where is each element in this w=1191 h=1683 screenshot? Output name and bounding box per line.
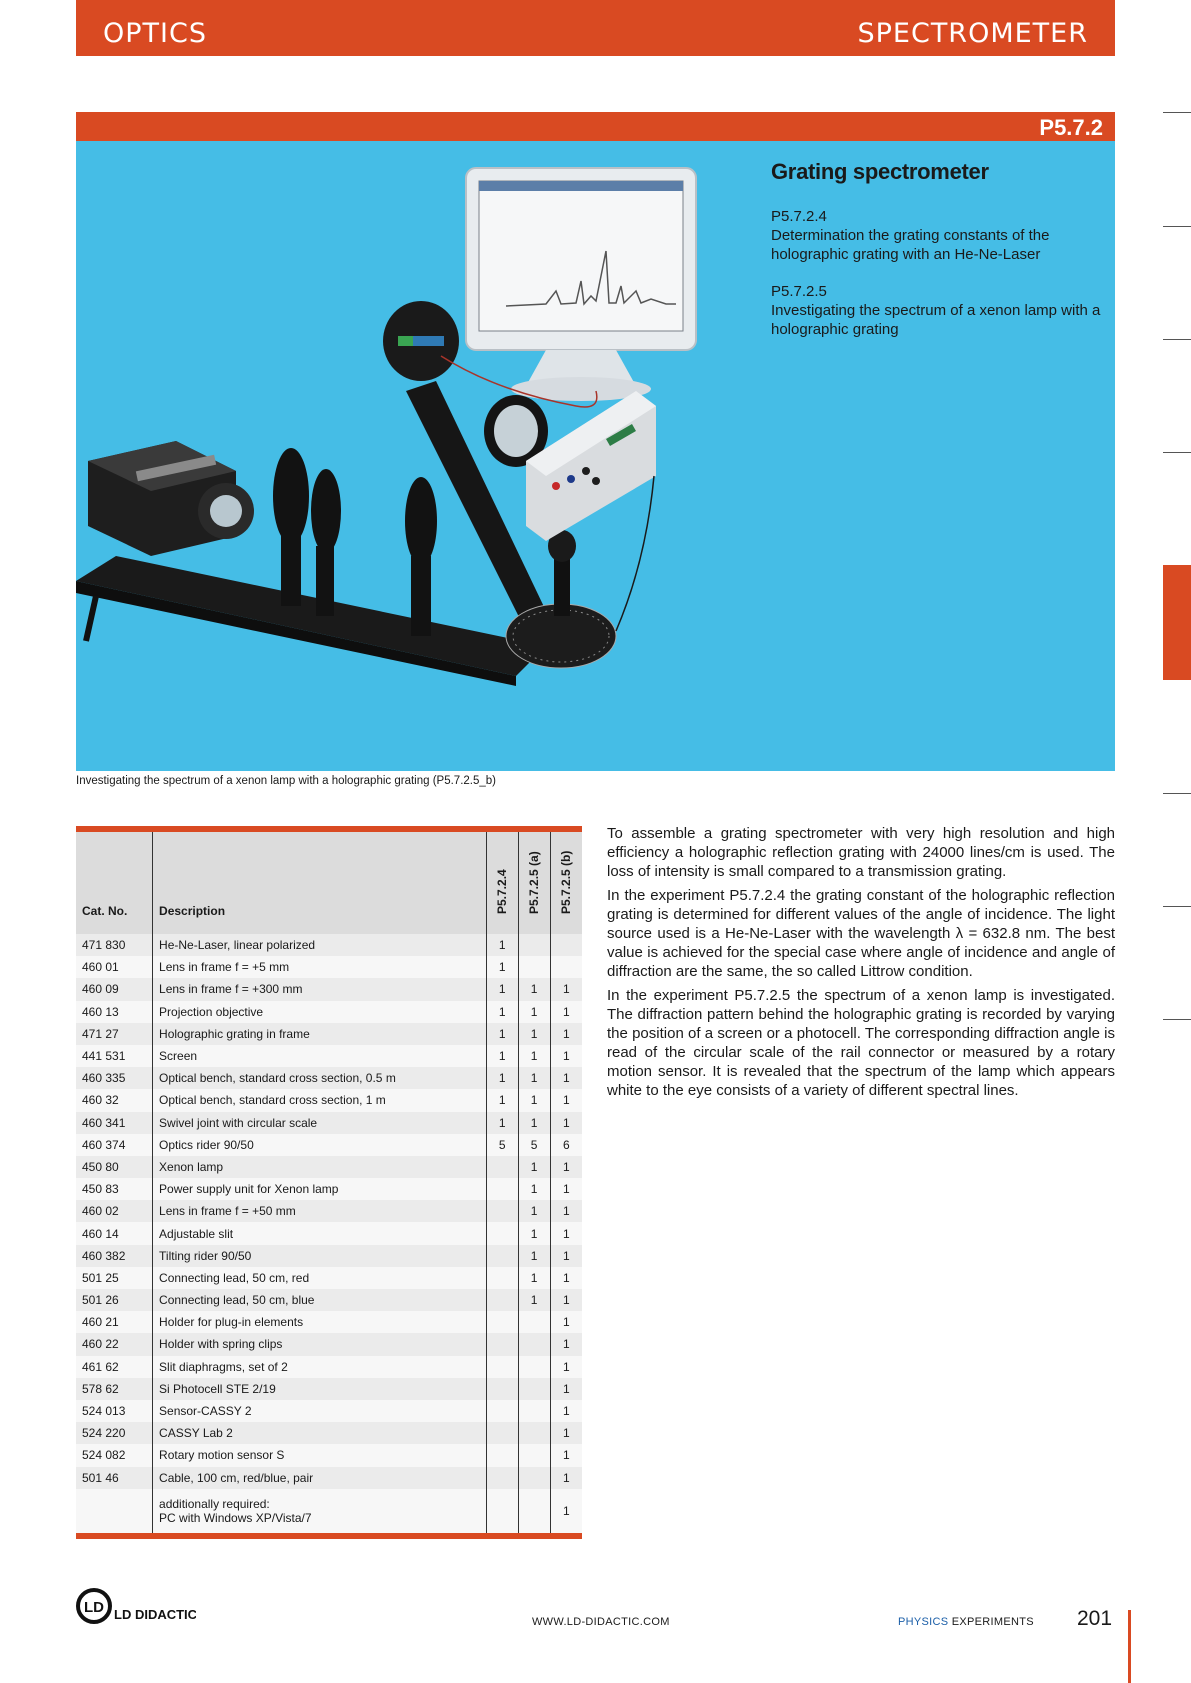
qty-p5725b: 1 [550, 1112, 582, 1134]
qty-p5724: 1 [486, 1067, 518, 1089]
additional-line-1: additionally required: [159, 1496, 270, 1511]
qty-p5724 [486, 1289, 518, 1311]
description: Lens in frame f = +300 mm [153, 978, 487, 1000]
side-tab-marker [1163, 793, 1191, 794]
side-tab-marker [1163, 906, 1191, 907]
figure-caption: Investigating the spectrum of a xenon lamp with a holographic grating (P5.7.2.5_b) [76, 775, 496, 787]
qty-p5724 [486, 1156, 518, 1178]
qty-p5725a [518, 1489, 550, 1533]
qty-p5724: 1 [486, 1089, 518, 1111]
qty-p5725a: 1 [518, 1089, 550, 1111]
qty-p5725a [518, 1444, 550, 1466]
qty-p5725a [518, 1333, 550, 1355]
header-p5725b [550, 832, 582, 934]
equipment-table-wrapper [76, 826, 582, 1539]
header-description: Description [153, 832, 487, 934]
side-tab-marker [1163, 112, 1191, 113]
table-row-additional [76, 1489, 582, 1533]
qty-p5725a [518, 1378, 550, 1400]
cat-no: 441 531 [76, 1045, 153, 1067]
table-row [76, 1200, 582, 1222]
body-paragraph: In the experiment P5.7.2.4 the grating constant of the holographic reflection grating is determined for different values of the angle of incidence. The light source used is a He-Ne-Laser with the wavelength λ = 632.8 nm. The best value is achieved for the special case where angle of incidence and angle of diffraction are the same, the so called Littrow condition. [607, 887, 1115, 980]
hero-text [771, 159, 1101, 357]
qty-p5725b: 1 [550, 1289, 582, 1311]
cat-no: 578 62 [76, 1378, 153, 1400]
description: Holder with spring clips [153, 1333, 487, 1355]
additional-line-2: PC with Windows XP/Vista/7 [159, 1510, 312, 1525]
hero-panel [76, 141, 1115, 771]
description: Adjustable slit [153, 1222, 487, 1244]
cat-no: 524 013 [76, 1400, 153, 1422]
qty-p5725a: 1 [518, 1156, 550, 1178]
table-row [76, 978, 582, 1000]
body-paragraph: In the experiment P5.7.2.5 the spectrum of a xenon lamp is investigated. The diffraction pattern behind the holographic grating is recorded by varying the position of a screen or a photocell. The corresponding diffraction angle is read of the circular scale of the rail connector or measured by a rotary motion sensor. It is revealed that the spectrum of the lamp which appears white to the eye consists of a variety of different spectral lines. [607, 987, 1115, 1099]
qty-p5725b [550, 956, 582, 978]
table-row [76, 934, 582, 956]
qty-p5725b [550, 934, 582, 956]
qty-p5725b: 1 [550, 1467, 582, 1489]
qty-p5724: 1 [486, 1112, 518, 1134]
qty-p5725a: 1 [518, 1222, 550, 1244]
table-row [76, 1311, 582, 1333]
qty-p5725a: 1 [518, 1245, 550, 1267]
experiment-code-bar [76, 112, 1115, 141]
experiment-code: P5.7.2.4 [771, 208, 827, 225]
footer-section-accent: PHYSICS [898, 1616, 949, 1628]
cat-no: 501 46 [76, 1467, 153, 1489]
qty-p5724 [486, 1444, 518, 1466]
description [153, 1489, 487, 1533]
table-row [76, 1089, 582, 1111]
description: Connecting lead, 50 cm, red [153, 1267, 487, 1289]
cat-no: 460 01 [76, 956, 153, 978]
qty-p5725b: 1 [550, 1200, 582, 1222]
description: Screen [153, 1045, 487, 1067]
table-row [76, 1112, 582, 1134]
qty-p5725b: 6 [550, 1134, 582, 1156]
qty-p5724 [486, 1311, 518, 1333]
cat-no: 460 21 [76, 1311, 153, 1333]
qty-p5725a: 1 [518, 1289, 550, 1311]
header-p5725b-label: P5.7.2.5 (b) [559, 850, 574, 914]
table-row [76, 1378, 582, 1400]
description: CASSY Lab 2 [153, 1422, 487, 1444]
cat-no: 460 341 [76, 1112, 153, 1134]
table-row [76, 1067, 582, 1089]
description: Cable, 100 cm, red/blue, pair [153, 1467, 487, 1489]
optical-bench-illustration [76, 556, 546, 686]
cat-no: 460 13 [76, 1001, 153, 1023]
qty-p5725a [518, 956, 550, 978]
side-tab-marker [1163, 452, 1191, 453]
description: Xenon lamp [153, 1156, 487, 1178]
table-row [76, 1222, 582, 1244]
qty-p5724 [486, 1356, 518, 1378]
table-header-row [76, 832, 582, 934]
side-tab-marker [1163, 339, 1191, 340]
table-row [76, 1422, 582, 1444]
description: Sensor-CASSY 2 [153, 1400, 487, 1422]
cat-no: 460 09 [76, 978, 153, 1000]
topic-title: SPECTROMETER [857, 18, 1088, 49]
header-p5725a-label: P5.7.2.5 (a) [527, 851, 542, 914]
table-row [76, 1156, 582, 1178]
footer-section [898, 1616, 1034, 1628]
description: Optics rider 90/50 [153, 1134, 487, 1156]
qty-p5725b: 1 [550, 1001, 582, 1023]
qty-p5725b: 1 [550, 1245, 582, 1267]
table-row [76, 1178, 582, 1200]
qty-p5725a: 1 [518, 1267, 550, 1289]
qty-p5725b: 1 [550, 1267, 582, 1289]
qty-p5725b: 1 [550, 1178, 582, 1200]
description: Power supply unit for Xenon lamp [153, 1178, 487, 1200]
hero-title: Grating spectrometer [771, 159, 989, 184]
qty-p5724 [486, 1378, 518, 1400]
cat-no: 450 83 [76, 1178, 153, 1200]
qty-p5725a: 1 [518, 1001, 550, 1023]
experiment-item [771, 207, 1101, 264]
side-tab-marker [1163, 226, 1191, 227]
qty-p5725b: 1 [550, 1089, 582, 1111]
description: Connecting lead, 50 cm, blue [153, 1289, 487, 1311]
qty-p5724 [486, 1400, 518, 1422]
description: Holder for plug-in elements [153, 1311, 487, 1333]
qty-p5725b: 1 [550, 1422, 582, 1444]
qty-p5724 [486, 1489, 518, 1533]
description: Swivel joint with circular scale [153, 1112, 487, 1134]
description: Si Photocell STE 2/19 [153, 1378, 487, 1400]
table-row [76, 1356, 582, 1378]
laser-illustration [88, 441, 254, 556]
qty-p5725a [518, 1422, 550, 1444]
qty-p5725a: 5 [518, 1134, 550, 1156]
qty-p5725a: 1 [518, 1023, 550, 1045]
qty-p5724 [486, 1245, 518, 1267]
qty-p5724 [486, 1267, 518, 1289]
cat-no: 460 22 [76, 1333, 153, 1355]
cat-no: 524 220 [76, 1422, 153, 1444]
cat-no: 501 26 [76, 1289, 153, 1311]
footer-section-rest: EXPERIMENTS [948, 1616, 1034, 1628]
page-number: 201 [1077, 1607, 1113, 1630]
description: Tilting rider 90/50 [153, 1245, 487, 1267]
table-row [76, 1245, 582, 1267]
table-bottom-rule [76, 1533, 582, 1539]
svg-text:LD: LD [84, 1599, 104, 1616]
header-bar [76, 0, 1115, 56]
table-row [76, 1467, 582, 1489]
table-row [76, 1045, 582, 1067]
qty-p5725b: 1 [550, 1400, 582, 1422]
qty-p5724 [486, 1422, 518, 1444]
cat-no: 460 382 [76, 1245, 153, 1267]
header-p5725a [518, 832, 550, 934]
side-tab-marker [1163, 1019, 1191, 1020]
qty-p5725a [518, 1311, 550, 1333]
logo-mark-icon [76, 1586, 196, 1626]
qty-p5724: 1 [486, 934, 518, 956]
section-title: OPTICS [103, 18, 207, 49]
qty-p5725b: 1 [550, 1023, 582, 1045]
page-rule [1128, 1610, 1131, 1683]
description: Optical bench, standard cross section, 0.5 m [153, 1067, 487, 1089]
header-p5724-label: P5.7.2.4 [495, 869, 510, 914]
experiment-item [771, 282, 1101, 339]
qty-p5725a: 1 [518, 1045, 550, 1067]
side-tab-active [1163, 565, 1191, 680]
cat-no: 524 082 [76, 1444, 153, 1466]
description: He-Ne-Laser, linear polarized [153, 934, 487, 956]
qty-p5725b: 1 [550, 1311, 582, 1333]
description: Projection objective [153, 1001, 487, 1023]
experiment-code: P5.7.2 [1039, 115, 1103, 140]
body-text [607, 824, 1115, 1105]
qty-p5724: 1 [486, 956, 518, 978]
table-row [76, 1444, 582, 1466]
cat-no: 460 335 [76, 1067, 153, 1089]
qty-p5725a [518, 1356, 550, 1378]
qty-p5724 [486, 1333, 518, 1355]
cat-no: 461 62 [76, 1356, 153, 1378]
cat-no: 460 02 [76, 1200, 153, 1222]
qty-p5725b: 1 [550, 1156, 582, 1178]
description: Slit diaphragms, set of 2 [153, 1356, 487, 1378]
qty-p5725b: 1 [550, 978, 582, 1000]
qty-p5724: 1 [486, 1045, 518, 1067]
experiment-code: P5.7.2.5 [771, 283, 827, 300]
qty-p5724: 5 [486, 1134, 518, 1156]
qty-p5725a [518, 1400, 550, 1422]
qty-p5724 [486, 1222, 518, 1244]
qty-p5725a: 1 [518, 1067, 550, 1089]
table-row [76, 1400, 582, 1422]
description: Rotary motion sensor S [153, 1444, 487, 1466]
equipment-table [76, 832, 582, 1533]
qty-p5725b: 1 [550, 1222, 582, 1244]
logo-text: LD DIDACTIC [114, 1607, 196, 1622]
qty-p5725b: 1 [550, 1444, 582, 1466]
ld-didactic-logo [76, 1586, 196, 1631]
qty-p5725b: 1 [550, 1067, 582, 1089]
qty-p5724 [486, 1200, 518, 1222]
qty-p5725b: 1 [550, 1378, 582, 1400]
qty-p5725a [518, 934, 550, 956]
header-p5724 [486, 832, 518, 934]
table-row [76, 1023, 582, 1045]
cat-no: 460 32 [76, 1089, 153, 1111]
table-row [76, 1333, 582, 1355]
body-paragraph: To assemble a grating spectrometer with very high resolution and high efficiency a holographic reflection grating with 24000 lines/cm is used. The loss of intensity is small compared to a transmission grating. [607, 825, 1115, 880]
qty-p5724 [486, 1178, 518, 1200]
qty-p5725b: 1 [550, 1356, 582, 1378]
qty-p5725a: 1 [518, 1178, 550, 1200]
sensor-cassy-illustration [526, 391, 656, 541]
table-row [76, 1134, 582, 1156]
cat-no: 471 830 [76, 934, 153, 956]
table-row [76, 1267, 582, 1289]
qty-p5725b: 1 [550, 1045, 582, 1067]
cat-no: 501 25 [76, 1267, 153, 1289]
qty-p5725a: 1 [518, 978, 550, 1000]
qty-p5725b: 1 [550, 1489, 582, 1533]
qty-p5725b: 1 [550, 1333, 582, 1355]
qty-p5724 [486, 1467, 518, 1489]
qty-p5725a: 1 [518, 1112, 550, 1134]
description: Holographic grating in frame [153, 1023, 487, 1045]
experiment-description: Determination the grating constants of the holographic grating with an He-Ne-Laser [771, 227, 1050, 263]
description: Lens in frame f = +50 mm [153, 1200, 487, 1222]
monitor-illustration [466, 168, 696, 401]
cat-no: 460 14 [76, 1222, 153, 1244]
header-cat-no: Cat. No. [76, 832, 153, 934]
experiment-description: Investigating the spectrum of a xenon lamp with a holographic grating [771, 302, 1101, 338]
qty-p5724: 1 [486, 1001, 518, 1023]
footer-url: WWW.LD-DIDACTIC.COM [532, 1616, 670, 1628]
table-row [76, 1289, 582, 1311]
table-row [76, 956, 582, 978]
cat-no: 460 374 [76, 1134, 153, 1156]
description: Lens in frame f = +5 mm [153, 956, 487, 978]
qty-p5724: 1 [486, 1023, 518, 1045]
cat-no: 471 27 [76, 1023, 153, 1045]
table-row [76, 1001, 582, 1023]
cat-no [76, 1489, 153, 1533]
cat-no: 450 80 [76, 1156, 153, 1178]
qty-p5724: 1 [486, 978, 518, 1000]
description: Optical bench, standard cross section, 1 m [153, 1089, 487, 1111]
qty-p5725a [518, 1467, 550, 1489]
qty-p5725a: 1 [518, 1200, 550, 1222]
